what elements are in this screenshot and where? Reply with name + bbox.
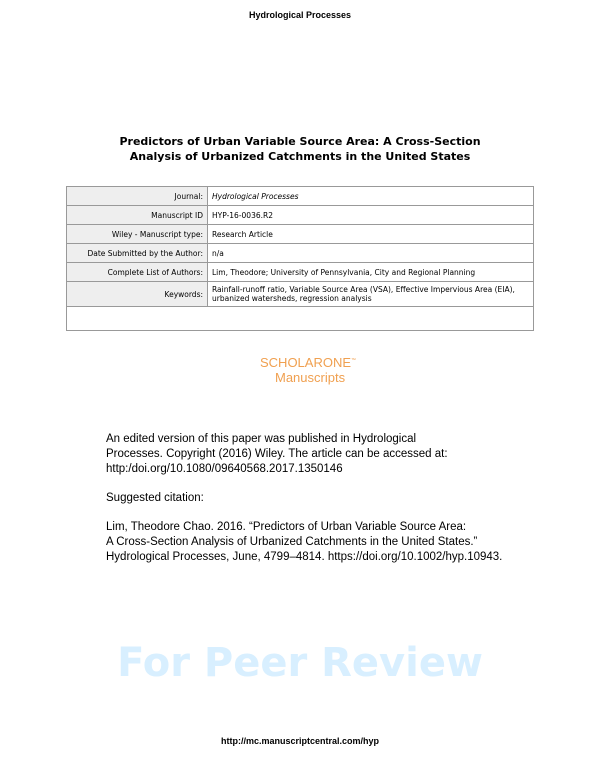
row-label: Wiley - Manuscript type:	[67, 225, 208, 244]
row-label: Manuscript ID	[67, 206, 208, 225]
table-row	[67, 206, 534, 225]
table-row	[67, 282, 534, 307]
scholarone-logo: SCHOLARONE™ Manuscripts	[260, 355, 357, 385]
title-line: Analysis of Urbanized Catchments in the United States	[129, 150, 471, 163]
row-label: Journal:	[67, 187, 208, 206]
paper-title	[0, 134, 600, 164]
publication-notice: An edited version of this paper was published in Hydrological Processes. Copyright (2016) Wiley. The article can be accessed at: http:/doi.org/10.1080/09640568.2017.1350146	[106, 433, 448, 475]
row-label: Date Submitted by the Author:	[67, 244, 208, 263]
empty-cell	[67, 307, 534, 331]
row-value: n/a	[208, 244, 534, 263]
body-text	[106, 432, 586, 579]
row-value: Hydrological Processes	[208, 187, 534, 206]
row-label: Keywords:	[67, 282, 208, 307]
row-label: Complete List of Authors:	[67, 263, 208, 282]
watermark: For Peer Review	[117, 640, 483, 686]
footer-url[interactable]: http://mc.manuscriptcentral.com/hyp	[220, 736, 380, 746]
row-value: Research Article	[208, 225, 534, 244]
row-value: Rainfall-runoff ratio, Variable Source Area (VSA), Effective Impervious Area (EIA), urbanized watersheds, regression analysis	[208, 282, 534, 307]
table-row	[67, 307, 534, 331]
running-header: Hydrological Processes	[248, 10, 352, 20]
row-value: Lim, Theodore; University of Pennsylvania, City and Regional Planning	[208, 263, 534, 282]
table-row	[67, 187, 534, 206]
citation: Lim, Theodore Chao. 2016. “Predictors of Urban Variable Source Area: A Cross-Section Analysis of Urbanized Catchments in the United States.” Hydrological Processes, June, 4799–4814. https://doi.org/10.1002/hyp.10943.	[106, 521, 503, 563]
table-row	[67, 225, 534, 244]
table-row	[67, 263, 534, 282]
table-row	[67, 244, 534, 263]
manuscript-info-table	[66, 186, 534, 331]
citation-label: Suggested citation:	[106, 492, 204, 504]
title-line: Predictors of Urban Variable Source Area: A Cross-Section	[119, 135, 481, 148]
row-value: HYP-16-0036.R2	[208, 206, 534, 225]
